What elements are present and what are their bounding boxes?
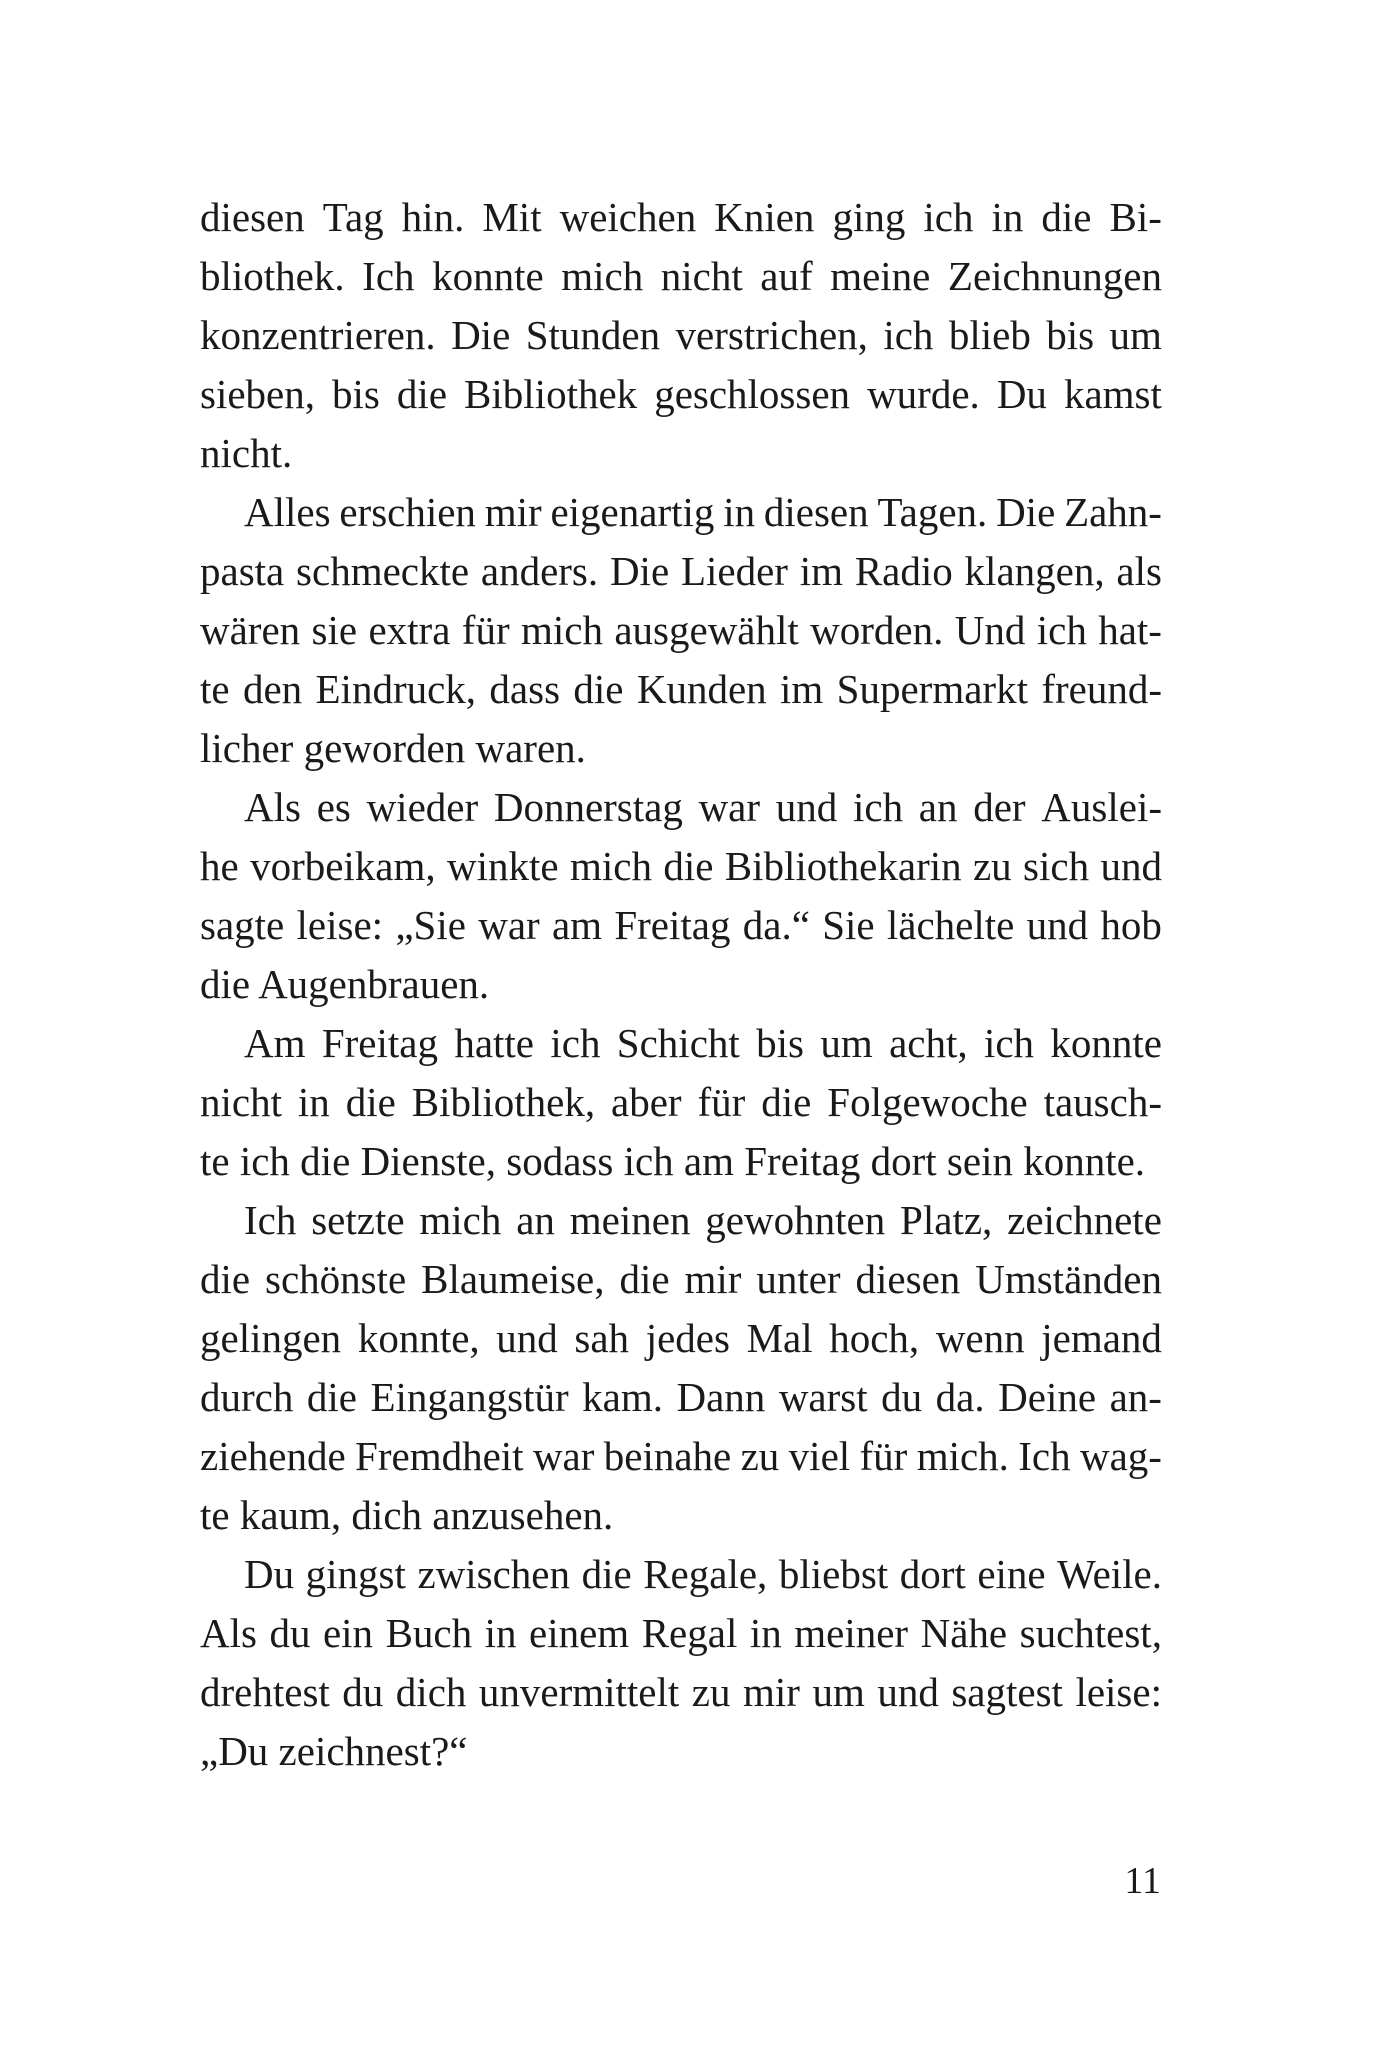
text-line: ziehende Fremdheit war beinahe zu viel für mich. Ich wag- <box>200 1433 1162 1479</box>
text-line: Du gingst zwischen die Regale, bliebst dort eine Weile. <box>244 1551 1162 1597</box>
text-line: die Augenbrauen. <box>200 961 490 1007</box>
text-line: nicht. <box>200 430 293 476</box>
text-line: nicht in die Bibliothek, aber für die Folgewoche tausch- <box>200 1079 1162 1125</box>
text-line: Als du ein Buch in einem Regal in meiner Nähe suchtest, <box>200 1610 1162 1656</box>
text-line: te den Eindruck, dass die Kunden im Supermarkt freund- <box>200 666 1162 712</box>
text-line: drehtest du dich unvermittelt zu mir um und sagtest leise: <box>200 1669 1162 1715</box>
paragraph-4 <box>200 1014 1162 1191</box>
text-line: te kaum, dich anzusehen. <box>200 1492 614 1538</box>
text-line: sagte leise: „Sie war am Freitag da.“ Sie lächelte und hob <box>200 902 1162 948</box>
paragraph-6 <box>200 1545 1162 1781</box>
body-text <box>200 188 1162 1781</box>
text-line: Ich setzte mich an meinen gewohnten Platz, zeichnete <box>244 1197 1162 1243</box>
text-line: pasta schmeckte anders. Die Lieder im Radio klangen, als <box>200 548 1162 594</box>
page-number: 11 <box>1124 1860 1161 1902</box>
text-line: durch die Eingangstür kam. Dann warst du da. Deine an- <box>200 1374 1162 1420</box>
text-line: konzentrieren. Die Stunden verstrichen, ich blieb bis um <box>200 312 1162 358</box>
text-line: Alles erschien mir eigenartig in diesen Tagen. Die Zahn- <box>244 489 1162 535</box>
paragraph-3 <box>200 778 1162 1014</box>
text-line: wären sie extra für mich ausgewählt worden. Und ich hat- <box>200 607 1162 653</box>
text-line: „Du zeichnest?“ <box>200 1728 468 1774</box>
text-line: diesen Tag hin. Mit weichen Knien ging ich in die Bi- <box>200 194 1162 240</box>
text-line: bliothek. Ich konnte mich nicht auf meine Zeichnungen <box>200 253 1162 299</box>
paragraph-2 <box>200 483 1162 778</box>
text-line: he vorbeikam, winkte mich die Bibliothekarin zu sich und <box>200 843 1162 889</box>
text-line: Als es wieder Donnerstag war und ich an der Auslei- <box>244 784 1162 830</box>
text-line: sieben, bis die Bibliothek geschlossen wurde. Du kamst <box>200 371 1162 417</box>
paragraph-5 <box>200 1191 1162 1545</box>
text-line: licher geworden waren. <box>200 725 586 771</box>
text-line: gelingen konnte, und sah jedes Mal hoch, wenn jemand <box>200 1315 1162 1361</box>
text-line: te ich die Dienste, sodass ich am Freitag dort sein konnte. <box>200 1138 1146 1184</box>
text-line: die schönste Blaumeise, die mir unter diesen Umständen <box>200 1256 1162 1302</box>
text-line: Am Freitag hatte ich Schicht bis um acht, ich konnte <box>244 1020 1162 1066</box>
paragraph-1 <box>200 188 1162 483</box>
